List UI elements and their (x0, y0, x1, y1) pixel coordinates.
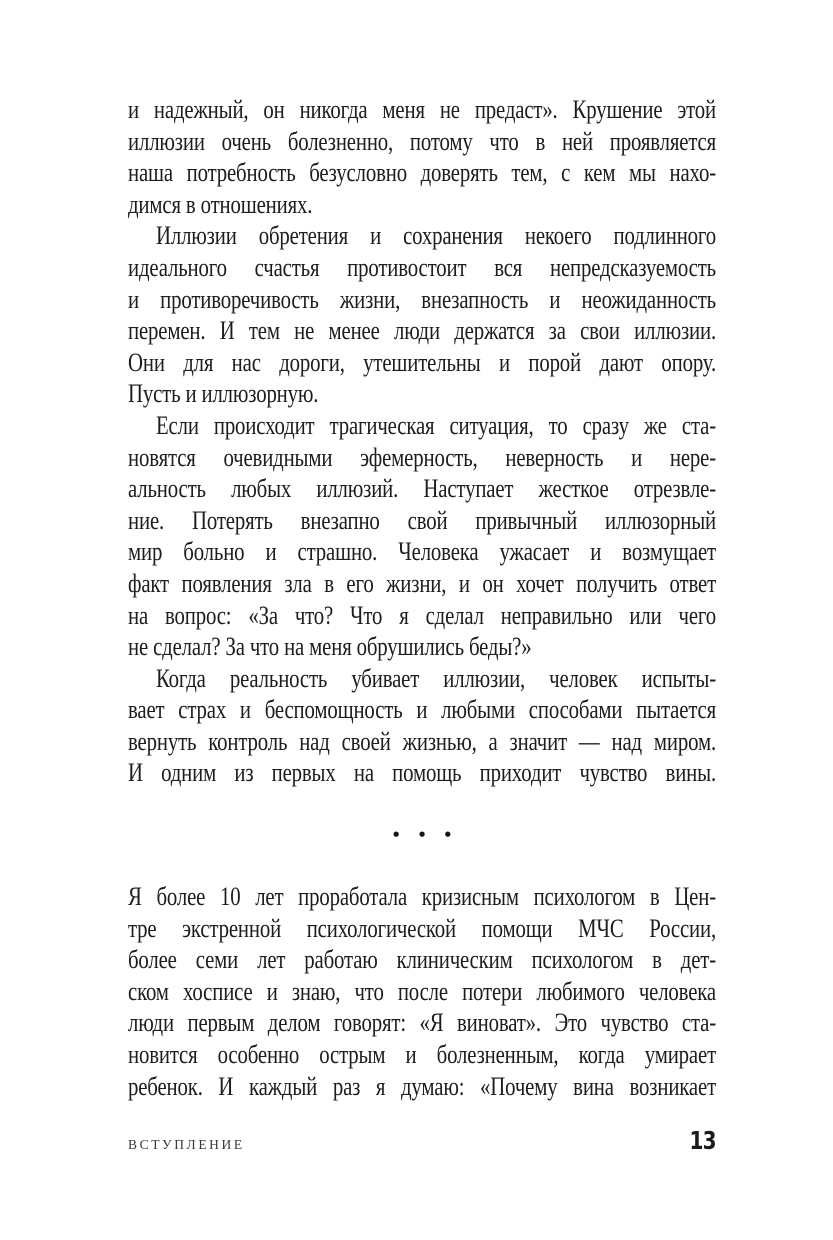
text-line: факт появления зла в его жизни, и он хочет получить ответ (128, 568, 716, 598)
text-line: новится особенно острым и болезненным, когда умирает (128, 1040, 716, 1070)
text-line: наша потребность безусловно доверять тем, с кем мы нахо- (128, 158, 716, 188)
text-line: идеального счастья противостоит вся непредсказуемость (128, 252, 716, 282)
text-line: иллюзии очень болезненно, потому что в ней проявляется (128, 126, 716, 156)
text-line: Если происходит трагическая ситуация, то сразу же ста- (156, 410, 716, 440)
text-line: новятся очевидными эфемерность, неверность и нере- (128, 442, 716, 472)
text-line: и противоречивость жизни, внезапность и неожиданность (128, 284, 716, 314)
text-line: димся в отношениях. (128, 189, 313, 219)
separator-dots: • • • (391, 826, 457, 845)
text-line: Они для нас дороги, утешительны и порой дают опору. (128, 347, 716, 377)
text-line: более семи лет работаю клиническим психологом в дет- (128, 945, 716, 975)
paragraph (128, 881, 716, 1102)
text-line: Я более 10 лет проработала кризисным психологом в Цен- (128, 882, 716, 912)
text-line: И одним из первых на помощь приходит чувство вины. (128, 758, 716, 788)
text-line: альность любых иллюзий. Наступает жесткое отрезвле- (128, 474, 716, 504)
text-line: мир больно и страшно. Человека ужасает и возмущает (128, 537, 716, 567)
text-line: и надежный, он никогда меня не предаст». Крушение этой (128, 95, 716, 124)
text-line: перемен. И тем не менее люди держатся за свои иллюзии. (128, 316, 716, 346)
paragraph (128, 663, 716, 789)
text-line: не сделал? За что на меня обрушились беды?» (128, 632, 532, 662)
text-line: вает страх и беспомощность и любыми способами пытается (128, 695, 716, 725)
text-line: ние. Потерять внезапно свой привычный иллюзорный (128, 505, 716, 535)
text-line: на вопрос: «За что? Что я сделал неправильно или чего (128, 600, 716, 630)
text-line: Иллюзии обретения и сохранения некоего подлинного (156, 221, 716, 251)
paragraph (128, 220, 716, 410)
text-line: ребенок. И каждый раз я думаю: «Почему вина возникает (128, 1071, 716, 1101)
paragraph (128, 94, 716, 220)
text-line: Пусть и иллюзорную. (128, 379, 319, 409)
section-separator (128, 789, 716, 881)
text-line: ском хосписе и знаю, что после потери любимого человека (128, 976, 716, 1006)
paragraph (128, 410, 716, 663)
text-line: Когда реальность убивает иллюзии, человек испыты- (156, 663, 716, 693)
page-number: 13 (689, 1126, 716, 1155)
page-text (128, 94, 716, 1102)
text-line: люди первым делом говорят: «Я виноват». Это чувство ста- (128, 1008, 716, 1038)
running-footer-section-label: ВСТУПЛЕНИЕ (128, 1137, 245, 1152)
page-footer (128, 1126, 716, 1155)
text-line: тре экстренной психологической помощи МЧС России, (128, 913, 716, 943)
text-line: вернуть контроль над своей жизнью, а значит — над миром. (128, 726, 716, 756)
